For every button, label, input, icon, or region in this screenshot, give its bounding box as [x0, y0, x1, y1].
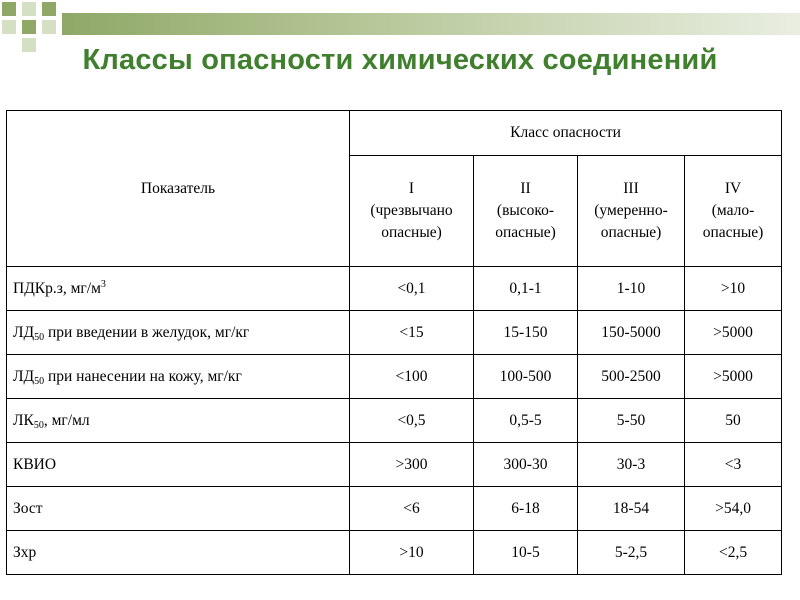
decor-square [42, 2, 56, 16]
cell-class-3: 18-54 [578, 487, 685, 531]
decor-square [2, 20, 16, 34]
class-4-desc-line1: (мало- [711, 202, 755, 219]
class-3-header [578, 156, 685, 267]
cell-class-4: >10 [685, 267, 782, 311]
cell-class-2: 0,5-5 [474, 399, 578, 443]
class-1-numeral: I [408, 180, 415, 197]
class-4-numeral: IV [724, 180, 742, 197]
class-1-desc-line2: опасные) [381, 224, 442, 241]
page-title: Классы опасности химических соединений [82, 44, 718, 76]
cell-class-2: 300-30 [474, 443, 578, 487]
cell-class-3: 5-50 [578, 399, 685, 443]
class-3-desc-line2: опасные) [600, 224, 662, 241]
cell-class-1: >300 [350, 443, 474, 487]
row-label: $ЛД_{50}$ при введении в желудок, мг/кг [7, 311, 350, 355]
table-row [7, 487, 782, 531]
class-4-desc-line2: опасные) [702, 224, 764, 241]
cell-class-1: <15 [350, 311, 474, 355]
hazard-class-header: Класс опасности [350, 111, 782, 156]
decor-square [22, 20, 36, 34]
cell-class-3: 1-10 [578, 267, 685, 311]
cell-class-1: <0,5 [350, 399, 474, 443]
class-2-desc-line2: опасные) [495, 224, 556, 241]
table-header-row [7, 111, 782, 156]
cell-class-3: 500-2500 [578, 355, 685, 399]
row-label: ПДКр.з, $мг/м^3$ [7, 267, 350, 311]
cell-class-4: >5000 [685, 355, 782, 399]
table-row [7, 443, 782, 487]
decor-bar [62, 13, 800, 35]
table-row [7, 267, 782, 311]
row-label: Зхр [7, 531, 350, 575]
row-label: КВИО [7, 443, 350, 487]
cell-class-1: <0,1 [350, 267, 474, 311]
cell-class-3: 5-2,5 [578, 531, 685, 575]
cell-class-4: >54,0 [685, 487, 782, 531]
cell-class-3: 150-5000 [578, 311, 685, 355]
hazard-class-table [6, 110, 782, 575]
cell-class-2: 15-150 [474, 311, 578, 355]
cell-class-1: <100 [350, 355, 474, 399]
class-2-desc-line1: (высоко- [496, 202, 555, 219]
row-label: Зост [7, 487, 350, 531]
table-row [7, 355, 782, 399]
cell-class-1: <6 [350, 487, 474, 531]
cell-class-2: 0,1-1 [474, 267, 578, 311]
row-label: $ЛК_{50}$, мг/мл [7, 399, 350, 443]
decor-square [42, 20, 56, 34]
cell-class-4: >5000 [685, 311, 782, 355]
class-3-desc-line1: (умеренно- [594, 202, 668, 219]
class-2-numeral: II [520, 180, 531, 197]
table-row [7, 311, 782, 355]
cell-class-4: 50 [685, 399, 782, 443]
class-4-header [685, 156, 782, 267]
class-3-numeral: III [623, 180, 639, 197]
class-1-desc-line1: (чрезвычано [370, 202, 453, 219]
table-row [7, 399, 782, 443]
cell-class-1: >10 [350, 531, 474, 575]
cell-class-2: 100-500 [474, 355, 578, 399]
decor-square [22, 2, 36, 16]
table-row [7, 531, 782, 575]
cell-class-2: 10-5 [474, 531, 578, 575]
cell-class-4: <3 [685, 443, 782, 487]
class-1-header [350, 156, 474, 267]
class-2-header [474, 156, 578, 267]
indicator-header: Показатель [7, 111, 350, 267]
row-label: $ЛД_{50}$ при нанесении на кожу, мг/кг [7, 355, 350, 399]
cell-class-2: 6-18 [474, 487, 578, 531]
cell-class-4: <2,5 [685, 531, 782, 575]
decor-square [2, 2, 16, 16]
cell-class-3: 30-3 [578, 443, 685, 487]
